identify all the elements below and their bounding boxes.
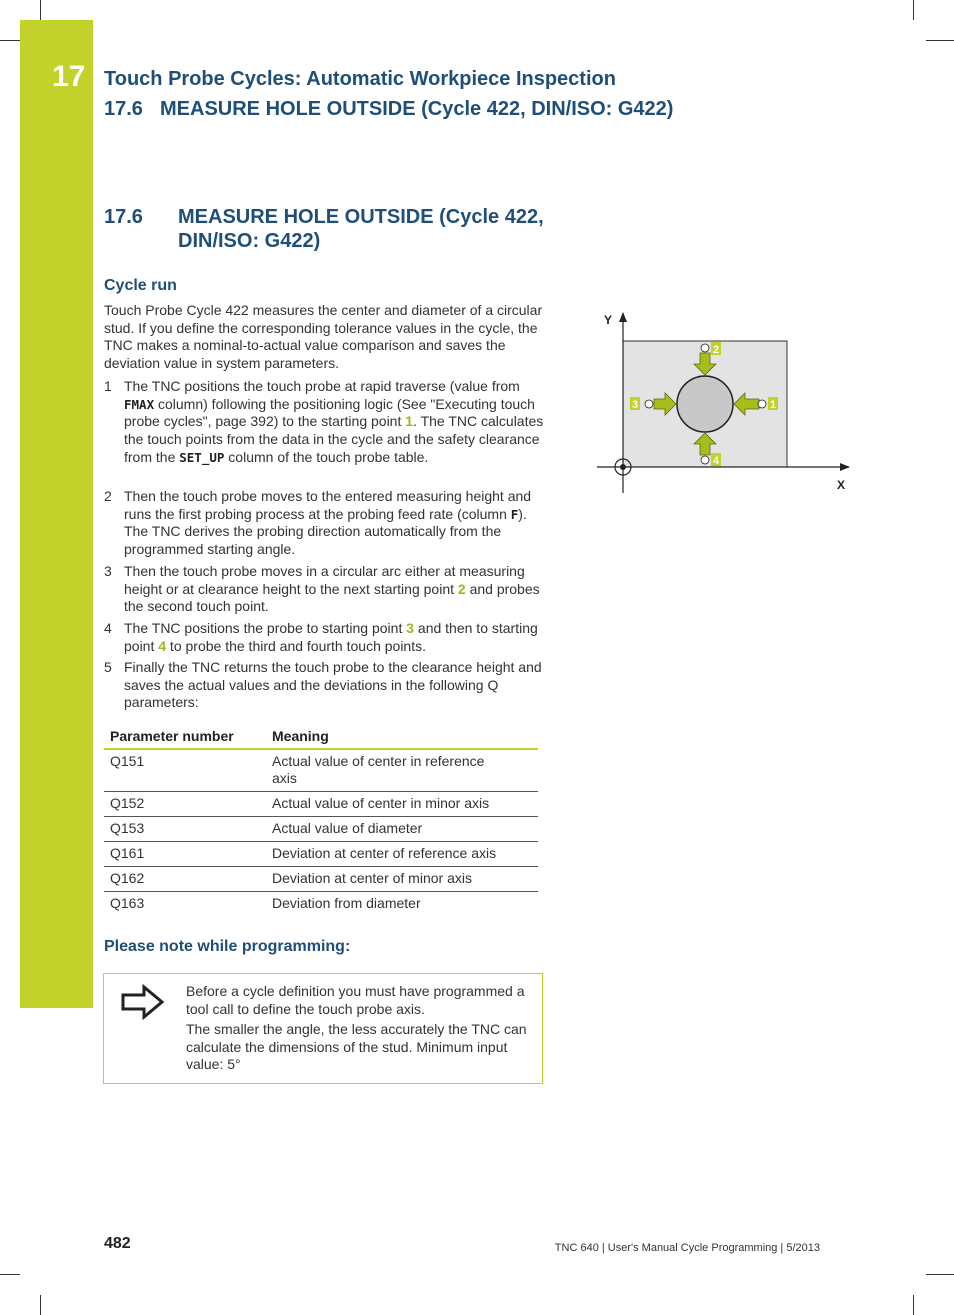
- table-header-row: [104, 724, 538, 749]
- step-number: 2: [104, 488, 112, 504]
- step-number: 5: [104, 659, 112, 675]
- point-ref: 3: [406, 620, 415, 636]
- code-set-up: SET_UP: [179, 449, 225, 465]
- probe-diagram: [595, 305, 855, 495]
- step-number: 1: [104, 378, 112, 394]
- table-cell: Actual value of center in reference axis: [266, 749, 538, 792]
- code-f: F: [510, 506, 519, 522]
- stud-circle: [677, 376, 733, 432]
- table-row: [104, 817, 538, 842]
- section-number: 17.6: [104, 206, 143, 228]
- crop-mark: [926, 40, 954, 41]
- point-ref: 1: [405, 413, 414, 430]
- arrow-right-icon: [120, 984, 166, 1020]
- crop-mark: [0, 40, 20, 41]
- probe-start-icon: [701, 344, 709, 352]
- y-axis-label: Y: [604, 313, 613, 327]
- note-heading: Please note while programming:: [104, 938, 351, 955]
- table-cell: Actual value of center in minor axis: [266, 792, 538, 817]
- step-text: The TNC positions the probe to starting point 3 and then to starting point 4 to probe the third and fourth touch points.: [124, 620, 538, 654]
- table-cell: Q152: [104, 792, 266, 817]
- origin-dot: [620, 464, 626, 470]
- table-cell: Deviation from diameter: [272, 895, 421, 911]
- step-text: The TNC positions the touch probe at rapid traverse (value from FMAX column) following the positioning logic (See "Executing touch probe cycles", page 392) to the starting point 1. The TNC calculates the touch points from the data in the cycle and the safety clearance from the SET_UP column of the touch probe table.: [124, 378, 544, 465]
- note-box: [103, 973, 543, 1084]
- crop-mark: [40, 1295, 41, 1315]
- step-text: Then the touch probe moves to the entered measuring height and runs the first probing process at the probing feed rate (column F). The TNC derives the probing direction automatically from the programmed starting angle.: [124, 488, 532, 558]
- x-axis-label: X: [837, 478, 846, 492]
- point-label-1: 1: [770, 399, 777, 411]
- step-text: Finally the TNC returns the touch probe to the clearance height and saves the actual values and the deviations in the following Q parameters:: [124, 659, 542, 711]
- code-fmax: FMAX: [124, 396, 155, 412]
- point-ref: 2: [457, 580, 466, 597]
- step-number: 4: [104, 620, 112, 636]
- table-row: [104, 749, 538, 792]
- step-text: Then the touch probe moves in a circular arc either at measuring height or at clearance height to the next starting point 2 and probes the second touch point.: [124, 563, 540, 615]
- table-cell: Q162: [104, 867, 266, 892]
- note-paragraph: Before a cycle definition you must have programmed a tool call to define the touch probe axis.: [186, 983, 525, 1017]
- table-row: [104, 792, 538, 817]
- point-label-4: 4: [713, 455, 720, 467]
- probe-start-icon: [701, 456, 709, 464]
- chapter-number: 17: [52, 60, 86, 93]
- crop-mark: [926, 1274, 954, 1275]
- column-header: Parameter number: [104, 724, 266, 749]
- table-row: [104, 867, 538, 892]
- cycle-run-intro: Touch Probe Cycle 422 measures the center and diameter of a circular stud. If you define the corresponding tolerance values in the cycle, the TNC makes a nominal-to-actual value comparison and saves the deviation value in system parameters.: [104, 302, 543, 372]
- note-paragraph: The smaller the angle, the less accurately the TNC can calculate the dimensions of the stud. Minimum input value: 5°: [186, 1021, 527, 1072]
- running-section-number: 17.6: [104, 98, 143, 120]
- running-header-subtitle: [104, 98, 673, 121]
- table-cell: Deviation at center of reference axis: [266, 842, 538, 867]
- q-parameter-table: [104, 724, 538, 916]
- page-number: 482: [104, 1235, 131, 1252]
- table-cell: Q163: [110, 895, 145, 911]
- crop-mark: [0, 1274, 20, 1275]
- point-label-2: 2: [713, 344, 720, 356]
- running-header-title: Touch Probe Cycles: Automatic Workpiece Inspection: [104, 68, 616, 90]
- footer-text: TNC 640 | User's Manual Cycle Programming | 5/2013: [554, 1242, 820, 1254]
- chapter-sidebar: [20, 20, 93, 1008]
- table-cell: Deviation at center of minor axis: [266, 867, 538, 892]
- probe-start-icon: [758, 400, 766, 408]
- point-label-3: 3: [632, 399, 639, 411]
- crop-mark: [913, 0, 914, 20]
- column-header: Meaning: [266, 724, 538, 749]
- table-row: [104, 892, 538, 917]
- running-section-title: MEASURE HOLE OUTSIDE (Cycle 422, DIN/ISO: G422): [160, 98, 674, 120]
- step-number: 3: [104, 563, 112, 579]
- point-ref: 4: [158, 637, 167, 654]
- table-row: [104, 842, 538, 867]
- table-cell: Q151: [104, 749, 266, 792]
- table-cell: Actual value of diameter: [266, 817, 538, 842]
- crop-mark: [40, 0, 41, 20]
- section-title: MEASURE HOLE OUTSIDE (Cycle 422, DIN/ISO: G422): [178, 206, 544, 252]
- crop-mark: [913, 1295, 914, 1315]
- cycle-run-heading: Cycle run: [104, 277, 177, 294]
- table-cell: Q153: [104, 817, 266, 842]
- probe-start-icon: [645, 400, 653, 408]
- table-cell: Q161: [104, 842, 266, 867]
